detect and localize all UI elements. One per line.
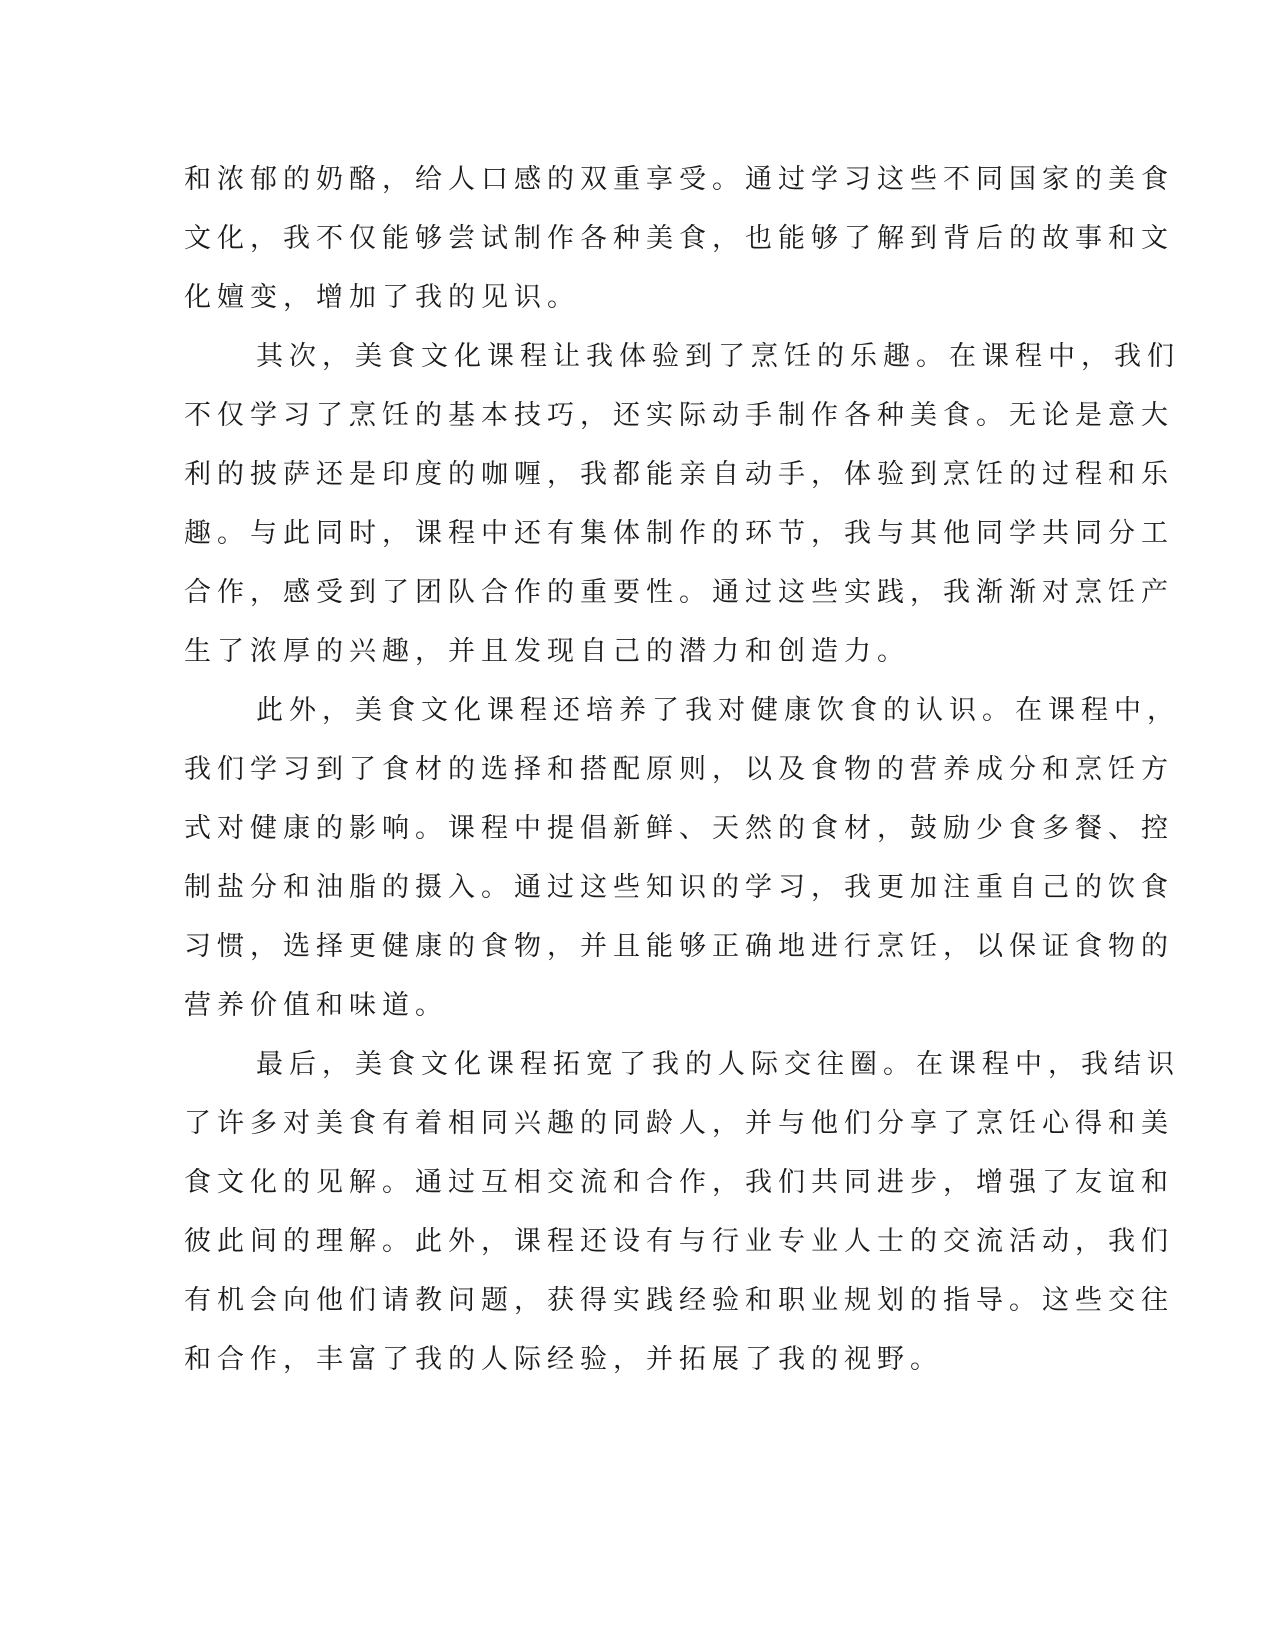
text-line: 我们学习到了食材的选择和搭配原则，以及食物的营养成分和烹饪方 [184,754,1174,785]
text-line: 不仅学习了烹饪的基本技巧，还实际动手制作各种美食。无论是意大 [184,400,1174,431]
paragraph-start-line: 最后，美食文化课程拓宽了我的人际交往圈。在课程中，我结识 [256,1049,1180,1080]
text-line: 习惯，选择更健康的食物，并且能够正确地进行烹饪，以保证食物的 [184,931,1174,962]
paragraph-start-line: 此外，美食文化课程还培养了我对健康饮食的认识。在课程中， [256,695,1180,726]
text-line: 了许多对美食有着相同兴趣的同龄人，并与他们分享了烹饪心得和美 [184,1108,1174,1139]
text-line: 利的披萨还是印度的咖喱，我都能亲自动手，体验到烹饪的过程和乐 [184,459,1174,490]
text-line: 生了浓厚的兴趣，并且发现自己的潜力和创造力。 [184,636,910,667]
text-line: 文化，我不仅能够尝试制作各种美食，也能够了解到背后的故事和文 [184,223,1174,254]
text-line: 食文化的见解。通过互相交流和合作，我们共同进步，增强了友谊和 [184,1167,1174,1198]
text-line: 式对健康的影响。课程中提倡新鲜、天然的食材，鼓励少食多餐、控 [184,813,1174,844]
text-line: 和浓郁的奶酪，给人口感的双重享受。通过学习这些不同国家的美食 [184,164,1174,195]
text-line: 合作，感受到了团队合作的重要性。通过这些实践，我渐渐对烹饪产 [184,577,1174,608]
text-line: 趣。与此同时，课程中还有集体制作的环节，我与其他同学共同分工 [184,518,1174,549]
text-line: 化嬗变，增加了我的见识。 [184,282,580,313]
paragraph-start-line: 其次，美食文化课程让我体验到了烹饪的乐趣。在课程中，我们 [256,341,1180,372]
text-line: 彼此间的理解。此外，课程还设有与行业专业人士的交流活动，我们 [184,1226,1174,1257]
text-line: 营养价值和味道。 [184,990,448,1021]
text-line: 和合作，丰富了我的人际经验，并拓展了我的视野。 [184,1344,943,1375]
text-line: 制盐分和油脂的摄入。通过这些知识的学习，我更加注重自己的饮食 [184,872,1174,903]
text-line: 有机会向他们请教问题，获得实践经验和职业规划的指导。这些交往 [184,1285,1174,1316]
